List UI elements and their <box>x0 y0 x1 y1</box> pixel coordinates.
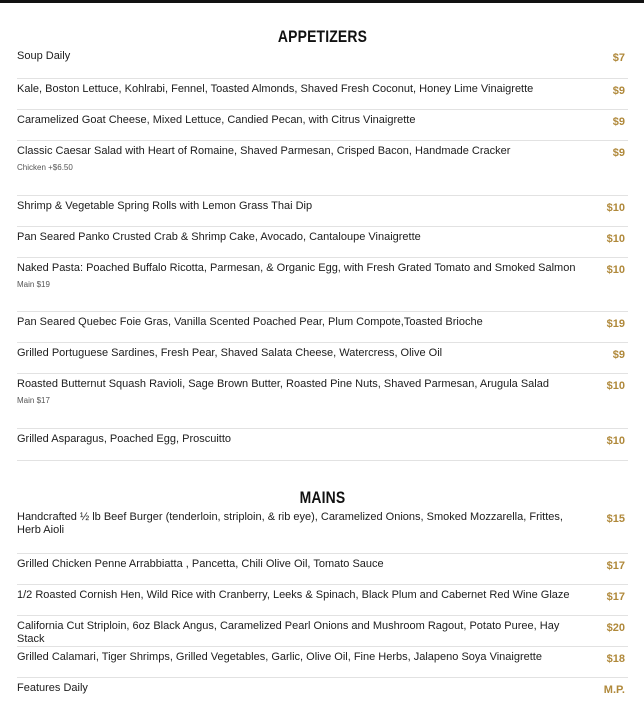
item-name: Grilled Portuguese Sardines, Fresh Pear, Shaved Salata Cheese, Watercress, Olive Oil <box>17 347 443 359</box>
item-price: $10 <box>606 202 625 214</box>
appetizers-title: APPETIZERS <box>277 27 368 46</box>
item-name: Handcrafted ½ lb Beef Burger (tenderloin, striploin, & rib eye), Caramelized Onions, Smoked Mozzarella, Frittes, Herb Aioli <box>17 511 563 536</box>
item-price: $7 <box>612 52 625 64</box>
top-border <box>0 0 644 3</box>
item-price: $10 <box>606 264 625 276</box>
menu-item <box>17 312 628 343</box>
menu <box>17 24 628 709</box>
item-price: $10 <box>606 435 625 447</box>
menu-item <box>17 48 628 79</box>
menu-item <box>17 509 628 554</box>
item-price: $10 <box>606 233 625 245</box>
menu-item <box>17 374 628 429</box>
item-name: Features Daily <box>17 682 88 694</box>
menu-item <box>17 343 628 374</box>
item-name: Soup Daily <box>17 50 71 62</box>
menu-item <box>17 678 628 709</box>
item-name: Grilled Asparagus, Poached Egg, Proscuitto <box>17 433 232 445</box>
menu-item <box>17 616 628 647</box>
mains-title: MAINS <box>299 488 346 507</box>
menu-item <box>17 141 628 196</box>
item-price: $20 <box>606 622 625 634</box>
item-name: Pan Seared Panko Crusted Crab & Shrimp Cake, Avocado, Cantaloupe Vinaigrette <box>17 231 421 243</box>
menu-item <box>17 110 628 141</box>
item-price: $9 <box>612 85 625 97</box>
item-name: Grilled Calamari, Tiger Shrimps, Grilled Vegetables, Garlic, Olive Oil, Fine Herbs, Jalapeno Soya Vinaigrette <box>17 651 542 663</box>
mains-section <box>17 485 628 709</box>
item-price: $18 <box>606 653 625 665</box>
item-note: Main $19 <box>17 280 50 289</box>
item-price: $9 <box>612 349 625 361</box>
item-name: Classic Caesar Salad with Heart of Romaine, Shaved Parmesan, Crisped Bacon, Handmade Cracker <box>17 145 511 157</box>
menu-item <box>17 258 628 312</box>
item-name: Caramelized Goat Cheese, Mixed Lettuce, Candied Pecan, with Citrus Vinaigrette <box>17 114 416 126</box>
item-name: Grilled Chicken Penne Arrabbiatta , Pancetta, Chili Olive Oil, Tomato Sauce <box>17 558 384 570</box>
menu-item <box>17 554 628 585</box>
item-name: Roasted Butternut Squash Ravioli, Sage Brown Butter, Roasted Pine Nuts, Shaved Parmesan, Arugula Salad <box>17 378 549 390</box>
appetizers-section <box>17 24 628 461</box>
item-name: Shrimp & Vegetable Spring Rolls with Lemon Grass Thai Dip <box>17 200 313 212</box>
item-price: $19 <box>606 318 625 330</box>
item-note: Main $17 <box>17 396 50 405</box>
menu-item <box>17 647 628 678</box>
item-name: Naked Pasta: Poached Buffalo Ricotta, Parmesan, & Organic Egg, with Fresh Grated Tomato and Smoked Salmon <box>17 262 576 274</box>
item-price: $17 <box>606 591 625 603</box>
item-price: $9 <box>612 116 625 128</box>
item-name: Pan Seared Quebec Foie Gras, Vanilla Scented Poached Pear, Plum Compote,Toasted Brioche <box>17 316 483 328</box>
menu-item <box>17 585 628 616</box>
item-price: $15 <box>606 513 625 525</box>
item-price: $17 <box>606 560 625 572</box>
menu-item <box>17 196 628 227</box>
item-price: M.P. <box>603 684 625 696</box>
menu-item <box>17 429 628 461</box>
menu-item <box>17 79 628 110</box>
item-name: Kale, Boston Lettuce, Kohlrabi, Fennel, Toasted Almonds, Shaved Fresh Coconut, Honey Lime Vinaigrette <box>17 83 534 95</box>
item-price: $9 <box>612 147 625 159</box>
item-name: 1/2 Roasted Cornish Hen, Wild Rice with Cranberry, Leeks & Spinach, Black Plum and Cabernet Red Wine Glaze <box>17 589 570 601</box>
item-name: California Cut Striploin, 6oz Black Angus, Caramelized Pearl Onions and Mushroom Ragout, Potato Puree, Hay Stack <box>17 620 560 645</box>
menu-item <box>17 227 628 258</box>
item-price: $10 <box>606 380 625 392</box>
item-note: Chicken +$6.50 <box>17 163 73 172</box>
